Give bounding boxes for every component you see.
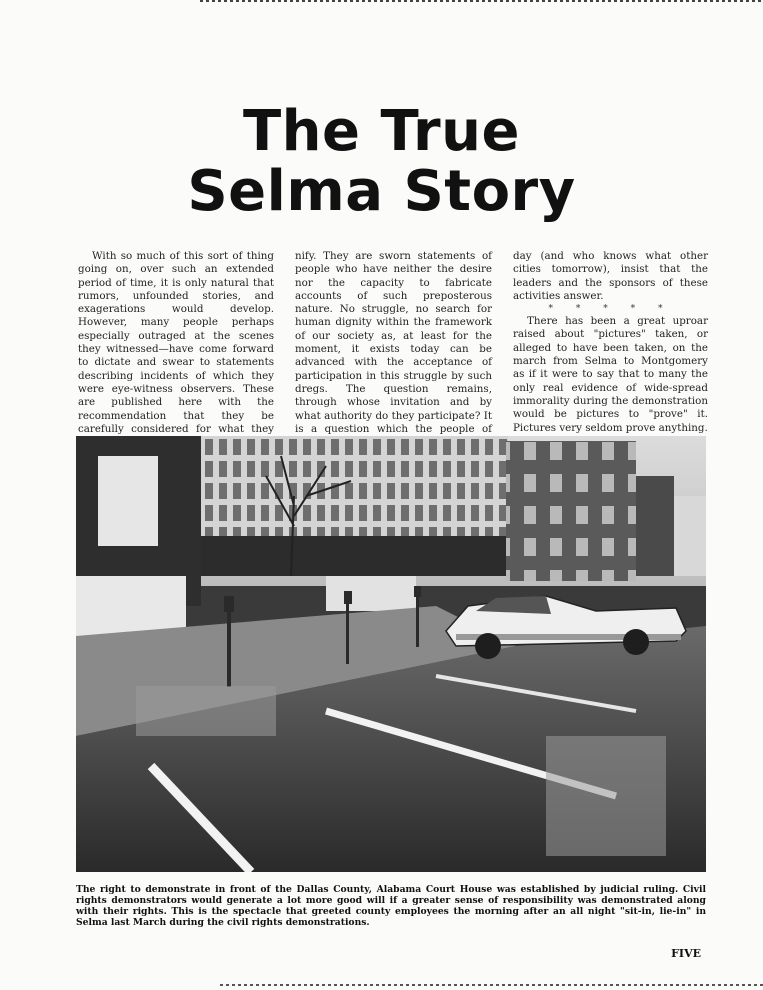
article-title bbox=[0, 99, 763, 224]
title-line-2: Selma Story bbox=[187, 159, 576, 224]
column-3-text-b: There has been a great uproar raised about "pictures" taken, or alleged to have been taken, on the march from Selma to Montgomery as if it were to say that to many the only real evidence of wide-spread immorality during the demonstration would be pictures to "prove" it. Pictures very seldom prove anything. bbox=[513, 315, 708, 434]
bottom-dotted-rule bbox=[220, 984, 763, 986]
column-2-text: nify. They are sworn statements of people who have neither the desire nor the capacity to fabricate accounts of such preposterous nature. No struggle, no search for human dignity within the framework of our society as, at least for the moment, it exists today can be advanced with the acceptance of participation in this struggle by such dregs. The question remains, through whose invitation and by what authority do they participate? It is a question which the people of bbox=[295, 250, 492, 435]
column-1-text: With so much of this sort of thing going on, over such an extended period of time, it is only natural that rumors, unfounded stories, and exagerations would develop. However, many people perhaps especially outraged at the scenes they witnessed—have come forward to dictate and swear to statements describing incidents of which they were eye-witness observers. These are published here with the recommendation that they be carefully considered for what they bbox=[78, 250, 274, 435]
title-line-1: The True bbox=[242, 99, 521, 164]
column-3-text-a: day (and who knows what other cities tomorrow), insist that the leaders and the sponsors of these activities answer. bbox=[513, 250, 708, 302]
column-2 bbox=[295, 250, 492, 449]
planter-wall bbox=[76, 576, 186, 636]
column-3 bbox=[513, 250, 708, 435]
courthouse-street-illustration bbox=[76, 436, 706, 872]
section-break-stars: * * * * * bbox=[548, 304, 673, 315]
column-1 bbox=[78, 250, 274, 449]
page-number: FIVE bbox=[671, 947, 701, 960]
photo-caption: The right to demonstrate in front of the Dallas County, Alabama Court House was established by judicial ruling. Civil rights demonstrators would generate a lot more good will if a greater sense of responsibility was demonstrated along with their rights. This is the spectacle that greeted county employees the morning after an all night "sit-in, lie-in" in Selma last March during the civil rights demonstrations. bbox=[76, 884, 706, 928]
article-body bbox=[78, 250, 708, 435]
top-dotted-rule bbox=[200, 0, 763, 2]
courthouse-photo bbox=[76, 436, 706, 872]
brick-building bbox=[506, 441, 636, 581]
